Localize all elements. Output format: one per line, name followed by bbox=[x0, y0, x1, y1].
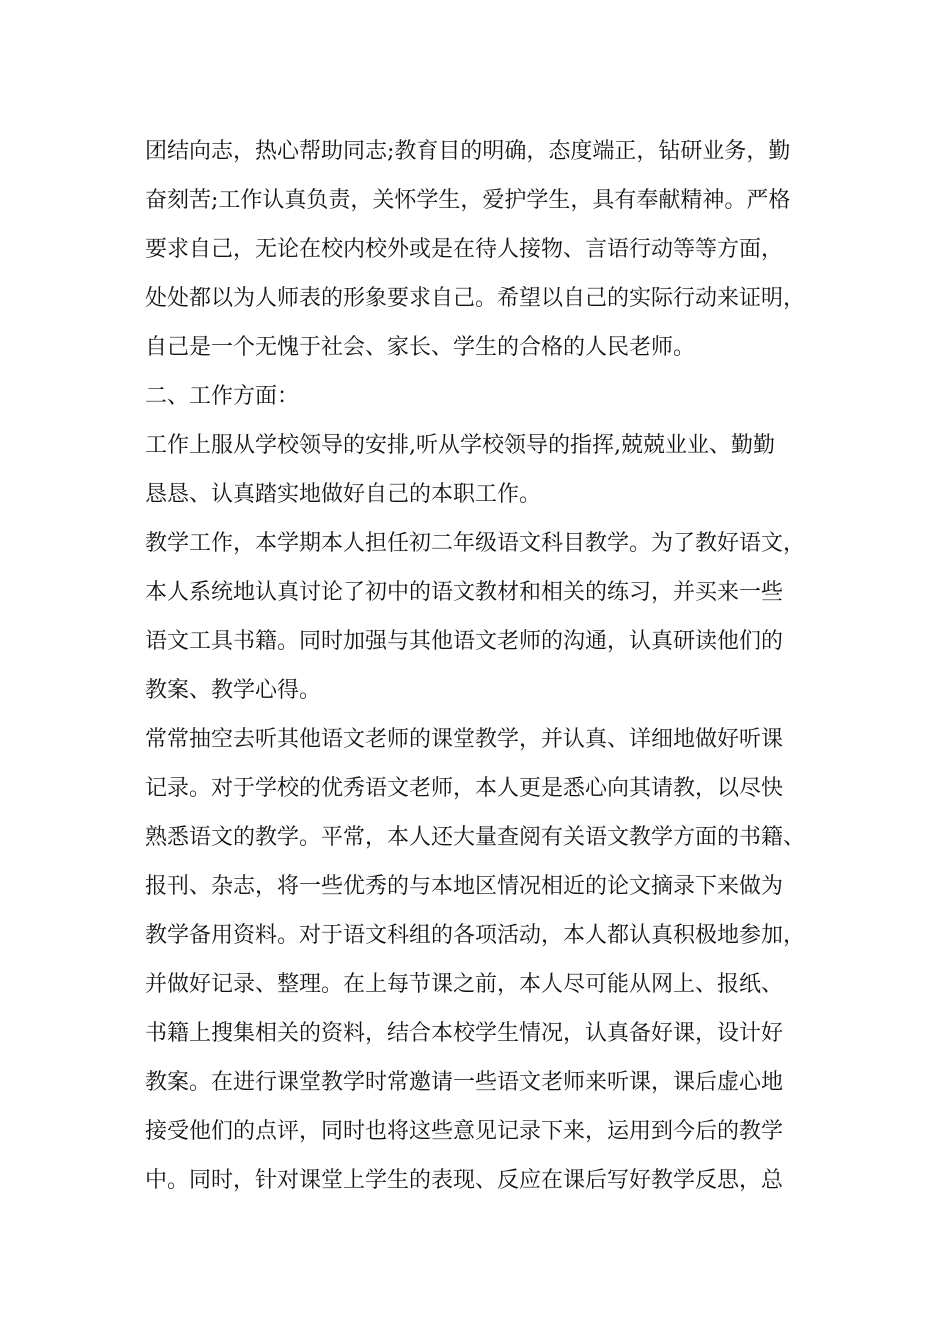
text-line: 教学备用资料。对于语文科组的各项活动，本人都认真积极地参加， bbox=[145, 923, 806, 948]
text-line: 记录。对于学校的优秀语文老师，本人更是悉心向其请教，以尽快 bbox=[145, 776, 784, 801]
text-line: 工作上服从学校领导的安排,听从学校领导的指挥,兢兢业业、勤勤 bbox=[145, 433, 775, 458]
text-line: 报刊、杂志，将一些优秀的与本地区情况相近的论文摘录下来做为 bbox=[145, 874, 784, 899]
text-line: 处处都以为人师表的形象要求自己。希望以自己的实际行动来证明， bbox=[145, 286, 806, 311]
text-line: 语文工具书籍。同时加强与其他语文老师的沟通，认真研读他们的 bbox=[145, 629, 784, 654]
text-line: 教案、教学心得。 bbox=[145, 678, 322, 703]
text-line: 奋刻苦;工作认真负责，关怀学生，爱护学生，具有奉献精神。严格 bbox=[145, 188, 791, 213]
text-line: 自己是一个无愧于社会、家长、学生的合格的人民老师。 bbox=[145, 335, 696, 360]
text-line: 本人系统地认真讨论了初中的语文教材和相关的练习，并买来一些 bbox=[145, 580, 784, 605]
text-line: 要求自己，无论在校内校外或是在待人接物、言语行动等等方面， bbox=[145, 237, 784, 262]
body-text bbox=[145, 127, 825, 1205]
text-line: 中。同时，针对课堂上学生的表现、反应在课后写好教学反思，总 bbox=[145, 1168, 784, 1193]
text-line: 并做好记录、整理。在上每节课之前，本人尽可能从网上、报纸、 bbox=[145, 972, 784, 997]
text-line: 团结向志，热心帮助同志;教育目的明确，态度端正，钻研业务，勤 bbox=[145, 139, 791, 164]
text-line: 教案。在进行课堂教学时常邀请一些语文老师来听课，课后虚心地 bbox=[145, 1070, 784, 1095]
section-heading: 二、工作方面： bbox=[145, 384, 300, 409]
text-line: 教学工作，本学期本人担任初二年级语文科目教学。为了教好语文， bbox=[145, 531, 806, 556]
text-line: 熟悉语文的教学。平常，本人还大量查阅有关语文教学方面的书籍、 bbox=[145, 825, 806, 850]
text-line: 书籍上搜集相关的资料，结合本校学生情况，认真备好课，设计好 bbox=[145, 1021, 784, 1046]
text-line: 接受他们的点评，同时也将这些意见记录下来，运用到今后的教学 bbox=[145, 1119, 784, 1144]
text-line: 常常抽空去听其他语文老师的课堂教学，并认真、详细地做好听课 bbox=[145, 727, 784, 752]
text-line: 恳恳、认真踏实地做好自己的本职工作。 bbox=[145, 482, 542, 507]
